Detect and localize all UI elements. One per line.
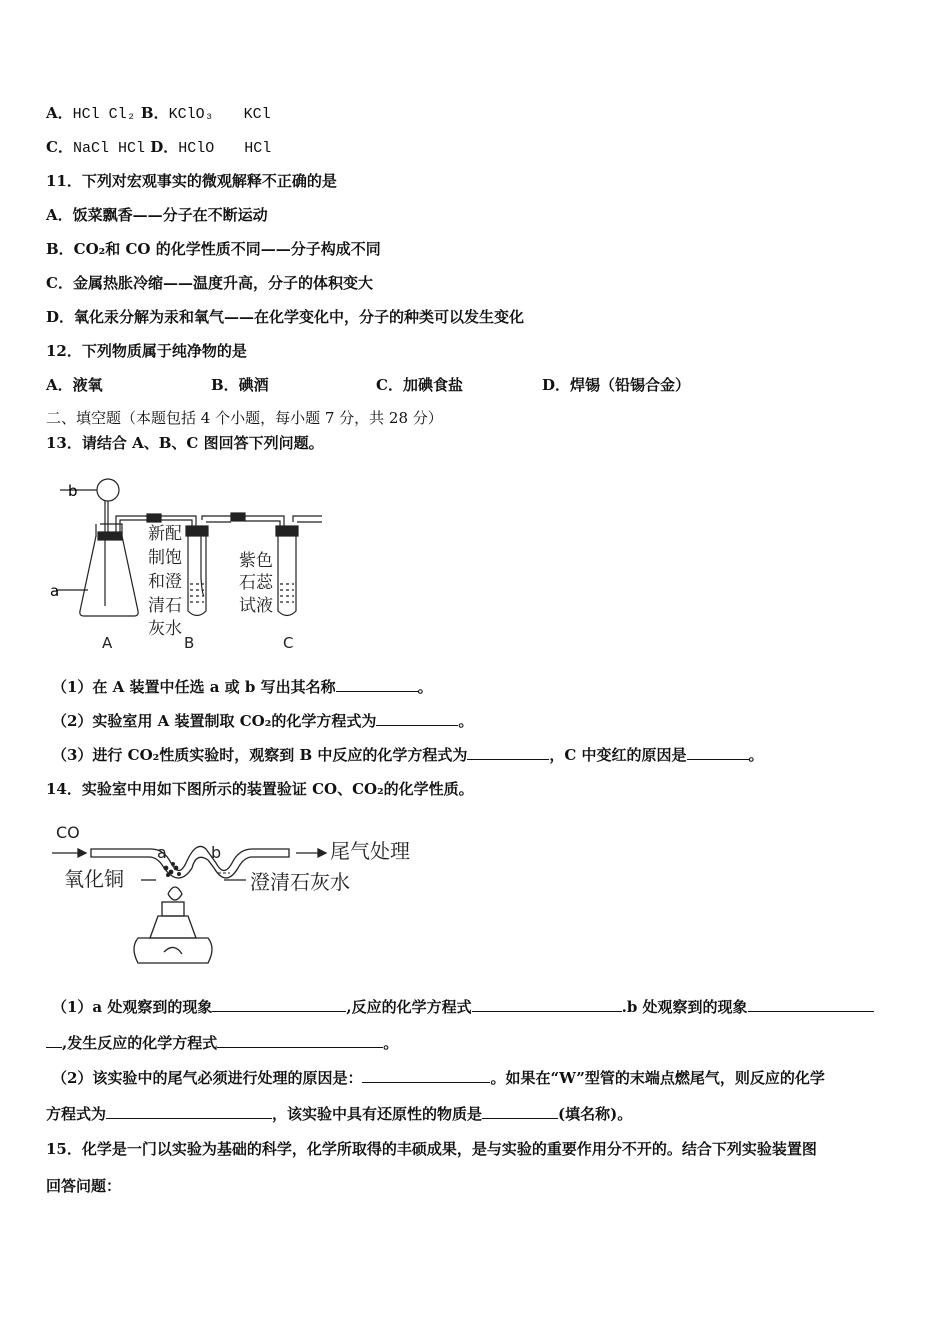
q14-sub1-text-c: .b 处观察到的现象 <box>621 998 748 1016</box>
q11-stem: 11．下列对宏观事实的微观解释不正确的是 <box>46 172 337 190</box>
label-exhaust-treatment: 尾气处理 <box>330 839 410 863</box>
section-2-title: 二、填空题（本题包括 4 个小题，每小题 7 分，共 28 分） <box>46 409 443 427</box>
tube-b-text-2: 制饱 <box>148 548 182 568</box>
q13-sub3-blank-1[interactable] <box>467 745 549 760</box>
q12-stem: 12．下列物质属于纯净物的是 <box>46 342 247 360</box>
lamp-wick-holder <box>162 902 184 916</box>
label-co: CO <box>56 823 80 842</box>
q10-row2 <box>46 137 271 159</box>
q13-sub1-blank[interactable] <box>336 677 418 692</box>
q14-sub2-blank-3[interactable] <box>482 1104 558 1119</box>
rubber-connector-1 <box>147 514 161 522</box>
q13-sub2-blank[interactable] <box>376 711 458 726</box>
tube-b-text-5: 灰水 <box>148 619 182 639</box>
q11-option-d: D．氧化汞分解为汞和氧气——在化学变化中，分子的种类可以发生变化 <box>46 308 525 326</box>
test-tube-b <box>188 536 206 616</box>
label-b-position: b <box>211 843 222 862</box>
q13-sub3-text-b: ，C 中变红的原因是 <box>549 746 687 764</box>
label-a: a <box>50 582 60 600</box>
q14-sub1-blank-1[interactable] <box>212 997 346 1012</box>
q14-sub2-blank-1[interactable] <box>362 1068 490 1083</box>
q12-option-a: A．液氧 <box>46 376 103 394</box>
q13-apparatus-figure <box>46 466 336 656</box>
q14-sub2-text-a: （2）该实验中的尾气必须进行处理的原因是： <box>52 1069 363 1087</box>
q13-sub2 <box>52 711 473 731</box>
q11-option-b: B．CO₂和 CO 的化学性质不同——分子构成不同 <box>46 240 381 258</box>
q13-sub1 <box>52 677 433 697</box>
q10-option-c-label: C． <box>46 138 73 156</box>
q10-option-a-value: HCl Cl₂ <box>72 106 136 123</box>
lamp-neck <box>150 916 196 938</box>
label-b: b <box>68 482 78 500</box>
q10-option-b-value: KClO₃ <box>168 106 214 123</box>
rubber-connector-2 <box>231 513 245 521</box>
q10-option-a-label: A． <box>46 104 73 122</box>
q13-stem: 13．请结合 A、B、C 图回答下列问题。 <box>46 434 324 452</box>
q10-option-d-value2: HCl <box>244 140 272 157</box>
q13-sub3 <box>52 745 764 765</box>
q14-sub1-text-d: ,发生反应的化学方程式 <box>62 1034 218 1052</box>
q12-option-b: B．碘酒 <box>211 376 269 394</box>
flame <box>168 887 182 900</box>
label-a-position: a <box>157 843 167 862</box>
q14-sub1-line2 <box>46 1033 398 1053</box>
tube-c-stopper <box>276 526 298 536</box>
test-tube-c <box>278 536 296 616</box>
q12-option-c: C．加碘食盐 <box>376 376 463 394</box>
q13-sub3-blank-2[interactable] <box>687 745 749 760</box>
separatory-funnel-bulb <box>97 479 119 501</box>
flask-stopper <box>98 532 122 540</box>
q13-sub1-text: （1）在 A 装置中任选 a 或 b 写出其名称 <box>52 678 336 696</box>
caption-b: B <box>184 634 195 652</box>
q13-sub3-end: 。 <box>748 746 764 764</box>
tube-b-stopper <box>186 526 208 536</box>
q13-sub2-end: 。 <box>458 712 474 730</box>
q14-sub2-text-d: ，该实验中具有还原性的物质是 <box>272 1105 483 1123</box>
q13-sub1-end: 。 <box>417 678 433 696</box>
q14-sub1-blank-2[interactable] <box>472 997 622 1012</box>
q14-sub1-text-b: ,反应的化学方程式 <box>346 998 472 1016</box>
tube-b-text-3: 和澄 <box>148 572 182 592</box>
tube-c-text-1: 紫色 <box>239 551 273 571</box>
tube-c-text-3: 试液 <box>239 596 273 616</box>
q10-option-c-value: NaCl HCl <box>72 140 145 157</box>
q14-sub2-text-c: 方程式为 <box>46 1105 107 1123</box>
q14-sub1-text-a: （1）a 处观察到的现象 <box>52 998 213 1016</box>
q10-option-d-value: HClO <box>178 140 215 157</box>
q14-sub2-blank-2[interactable] <box>106 1104 272 1119</box>
q10-option-b-label: B． <box>140 104 169 122</box>
q12-option-d: D．焊锡（铅锡合金） <box>542 376 691 394</box>
q11-option-a: A．饭菜飘香——分子在不断运动 <box>46 206 268 224</box>
caption-a: A <box>102 634 113 652</box>
label-copper-oxide: 氧化铜 <box>64 867 124 891</box>
q13-sub2-text: （2）实验室用 A 装置制取 CO₂的化学方程式为 <box>52 712 377 730</box>
q10-row1 <box>46 103 271 125</box>
label-limewater: 澄清石灰水 <box>250 870 350 894</box>
tube-b-text-4: 清石 <box>148 596 182 616</box>
q14-sub2-text-b: 。如果在“W”型管的末端点燃尾气，则反应的化学 <box>490 1069 825 1087</box>
q15-stem-line1: 15．化学是一门以实验为基础的科学，化学所取得的丰硕成果，是与实验的重要作用分不开的。结合下列实验装置图 <box>46 1140 817 1158</box>
q15-stem-line2: 回答问题： <box>46 1177 122 1195</box>
q10-option-d-label: D． <box>150 138 179 156</box>
q14-stem: 14．实验室中用如下图所示的装置验证 CO、CO₂的化学性质。 <box>46 780 474 798</box>
q13-sub3-text-a: （3）进行 CO₂性质实验时，观察到 B 中反应的化学方程式为 <box>52 746 468 764</box>
q14-sub1-line1 <box>52 997 874 1017</box>
tube-c-text-2: 石蕊 <box>239 573 273 593</box>
q11-option-c: C．金属热胀冷缩——温度升高，分子的体积变大 <box>46 274 373 292</box>
q14-sub2-line1 <box>52 1068 825 1088</box>
alcohol-lamp-body <box>134 938 212 963</box>
tube-b-text-1: 新配 <box>148 524 182 544</box>
q14-sub1-blank-3[interactable] <box>748 997 874 1012</box>
q14-sub2-text-e: (填名称)。 <box>558 1105 633 1123</box>
q14-sub2-line2 <box>46 1104 632 1124</box>
q14-sub1-blank-4[interactable] <box>217 1033 383 1048</box>
caption-c: C <box>283 634 294 652</box>
q14-sub1-blank-3-cont[interactable] <box>46 1033 62 1048</box>
q14-apparatus-figure <box>46 818 436 973</box>
q10-option-b-value2: KCl <box>243 106 271 123</box>
q14-sub1-end: 。 <box>383 1034 399 1052</box>
